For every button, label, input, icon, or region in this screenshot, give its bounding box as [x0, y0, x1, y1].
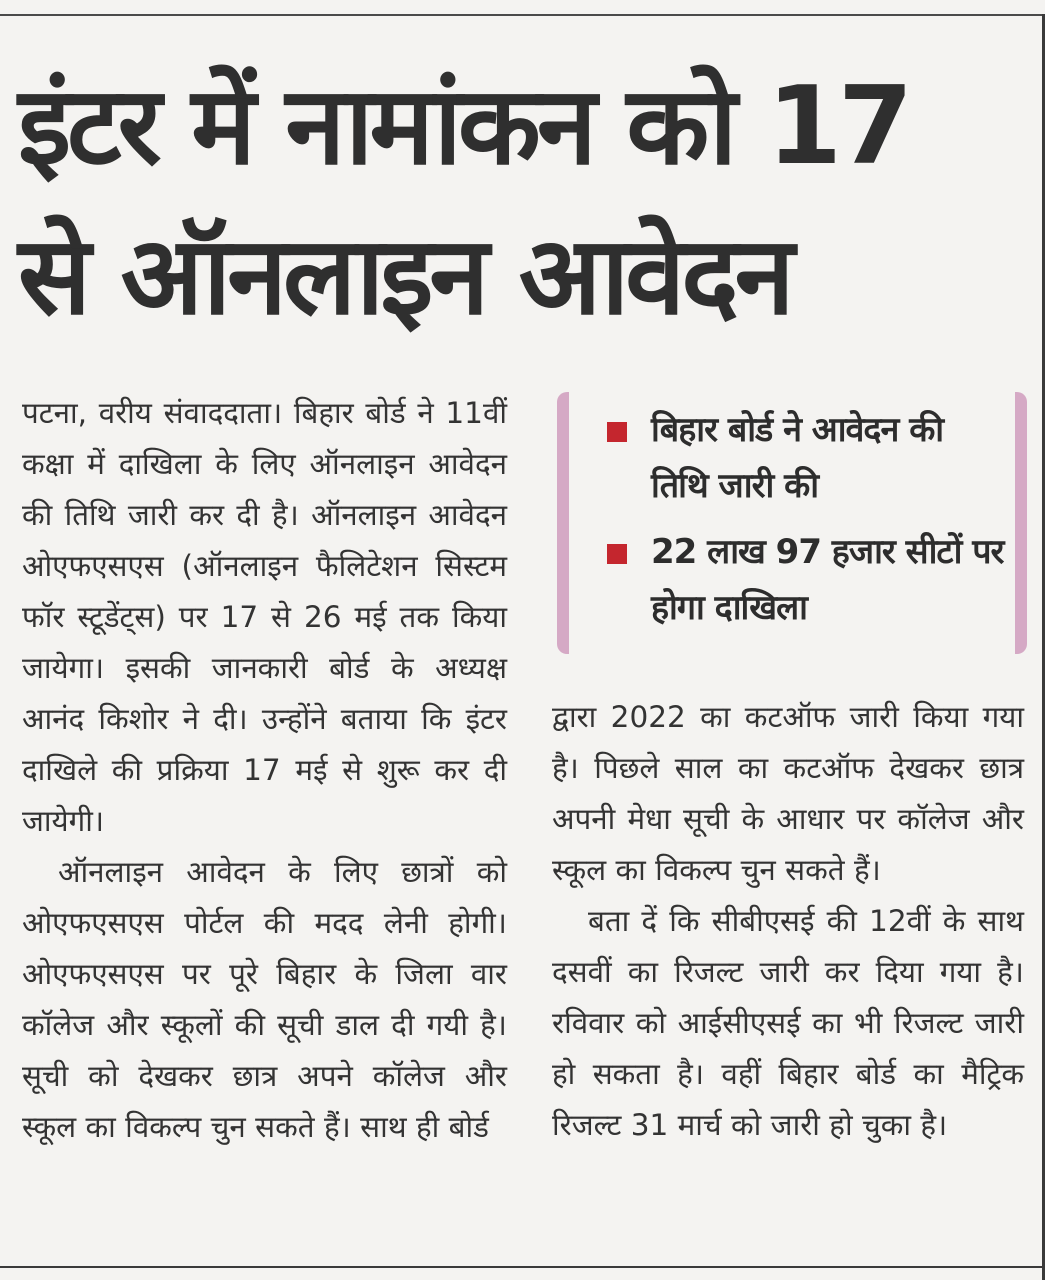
article-column-right — [552, 692, 1024, 1151]
article-paragraph: ऑनलाइन आवेदन के लिए छात्रों को ओएफएसएस पोर्टल की मदद लेनी होगी। ओएफएसएस पर पूरे बिहार के जिला वार कॉलेज और स्कूलों की सूची डाल दी गयी है। सूची को देखकर छात्र अपने कॉलेज और स्कूल का विकल्प चुन सकते हैं। साथ ही बोर्ड — [22, 855, 507, 1144]
top-rule — [0, 14, 1045, 16]
headline-line-2: से ऑनलाइन आवेदन — [18, 214, 791, 339]
red-square-bullet-icon — [607, 544, 627, 564]
headline-line-1: इंटर में नामांकन को 17 — [18, 64, 910, 189]
article-paragraph: द्वारा 2022 का कटऑफ जारी किया गया है। पिछले साल का कटऑफ देखकर छात्र अपनी मेधा सूची के आधार पर कॉलेज और स्कूल का विकल्प चुन सकते हैं। — [552, 700, 1024, 887]
red-square-bullet-icon — [607, 422, 627, 442]
bottom-rule — [0, 1266, 1045, 1268]
highlights-box — [557, 392, 1027, 654]
highlight-text: बिहार बोर्ड ने आवेदन की तिथि जारी की — [651, 410, 944, 506]
article-paragraph: बता दें कि सीबीएसई की 12वीं के साथ दसवीं का रिजल्ट जारी कर दिया गया है। रविवार को आईसीएसई का भी रिजल्ट जारी हो सकता है। वहीं बिहार बोर्ड का मैट्रिक रिजल्ट 31 मार्च को जारी हो चुका है। — [552, 904, 1024, 1142]
highlight-item — [607, 524, 1007, 636]
article-paragraph: पटना, वरीय संवाददाता। बिहार बोर्ड ने 11वीं कक्षा में दाखिला के लिए ऑनलाइन आवेदन की तिथि जारी कर दी है। ऑनलाइन आवेदन ओएफएसएस (ऑनलाइन फैलिटेशन सिस्टम फॉर स्टूडेंट्स) पर 17 से 26 मई तक किया जायेगा। इसकी जानकारी बोर्ड के अध्यक्ष आनंद किशोर ने दी। उन्होंने बताया कि इंटर दाखिले की प्रक्रिया 17 मई से शुरू कर दी जायेगी। — [22, 396, 507, 838]
headline — [18, 52, 1018, 352]
article-column-left — [22, 388, 507, 1153]
highlight-item — [607, 402, 1007, 514]
highlight-text: 22 लाख 97 हजार सीटों पर होगा दाखिला — [651, 532, 1004, 628]
